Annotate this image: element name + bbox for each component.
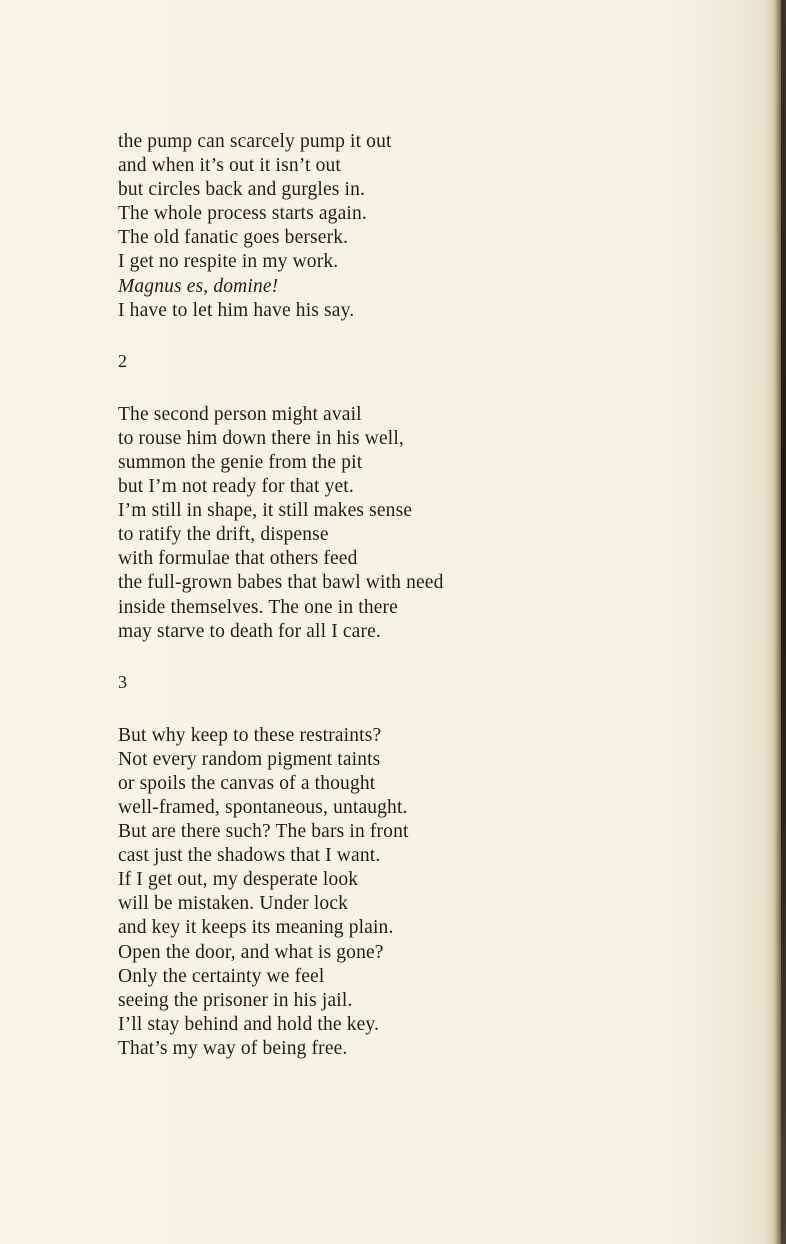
section-number-2: 2 [118,350,127,371]
page-edge [781,0,786,1244]
poem-line: summon the genie from the pit [118,451,363,473]
poem-line: to rouse him down there in his well, [118,427,404,449]
poem-line: The old fanatic goes berserk. [118,227,349,249]
poem-line: Open the door, and what is gone? [118,941,384,963]
poem-line: Only the certainty we feel [118,965,325,987]
poem-line: seeing the prisoner in his jail. [118,989,353,1011]
stanza-3 [118,724,758,1061]
poem-text [118,130,758,1061]
poem-line: That’s my way of being free. [118,1037,348,1059]
poem-line: I’ll stay behind and hold the key. [118,1013,380,1035]
poem-line: But why keep to these restraints? [118,724,382,746]
poem-line: and when it’s out it isn’t out [118,155,341,177]
section-number-3: 3 [118,671,127,692]
poem-line: inside themselves. The one in there [118,596,398,618]
poem-line: but circles back and gurgles in. [118,179,366,201]
poem-line: I’m still in shape, it still makes sense [118,500,413,522]
poem-line: I get no respite in my work. [118,251,339,273]
poem-line: but I’m not ready for that yet. [118,476,354,498]
poem-line: may starve to death for all I care. [118,620,381,642]
stanza-2 [118,403,758,644]
stanza-1 [118,130,758,323]
poem-line: The whole process starts again. [118,203,367,225]
poem-line: well-framed, spontaneous, untaught. [118,796,408,818]
poem-line: or spoils the canvas of a thought [118,772,376,794]
poem-line-latin-italic: Magnus es, domine! [118,275,279,297]
poem-line: cast just the shadows that I want. [118,845,381,867]
poem-line: and key it keeps its meaning plain. [118,917,394,939]
poem-line: If I get out, my desperate look [118,869,359,891]
poem-line: to ratify the drift, dispense [118,524,329,546]
poem-line: will be mistaken. Under lock [118,893,349,915]
poem-line: the pump can scarcely pump it out [118,131,392,152]
poem-line: with formulae that others feed [118,548,358,570]
poem-line: The second person might avail [118,403,362,425]
poem-line: I have to let him have his say. [118,299,355,321]
poem-line: the full-grown babes that bawl with need [118,572,444,594]
poem-line: Not every random pigment taints [118,748,381,770]
poem-line: But are there such? The bars in front [118,821,409,843]
